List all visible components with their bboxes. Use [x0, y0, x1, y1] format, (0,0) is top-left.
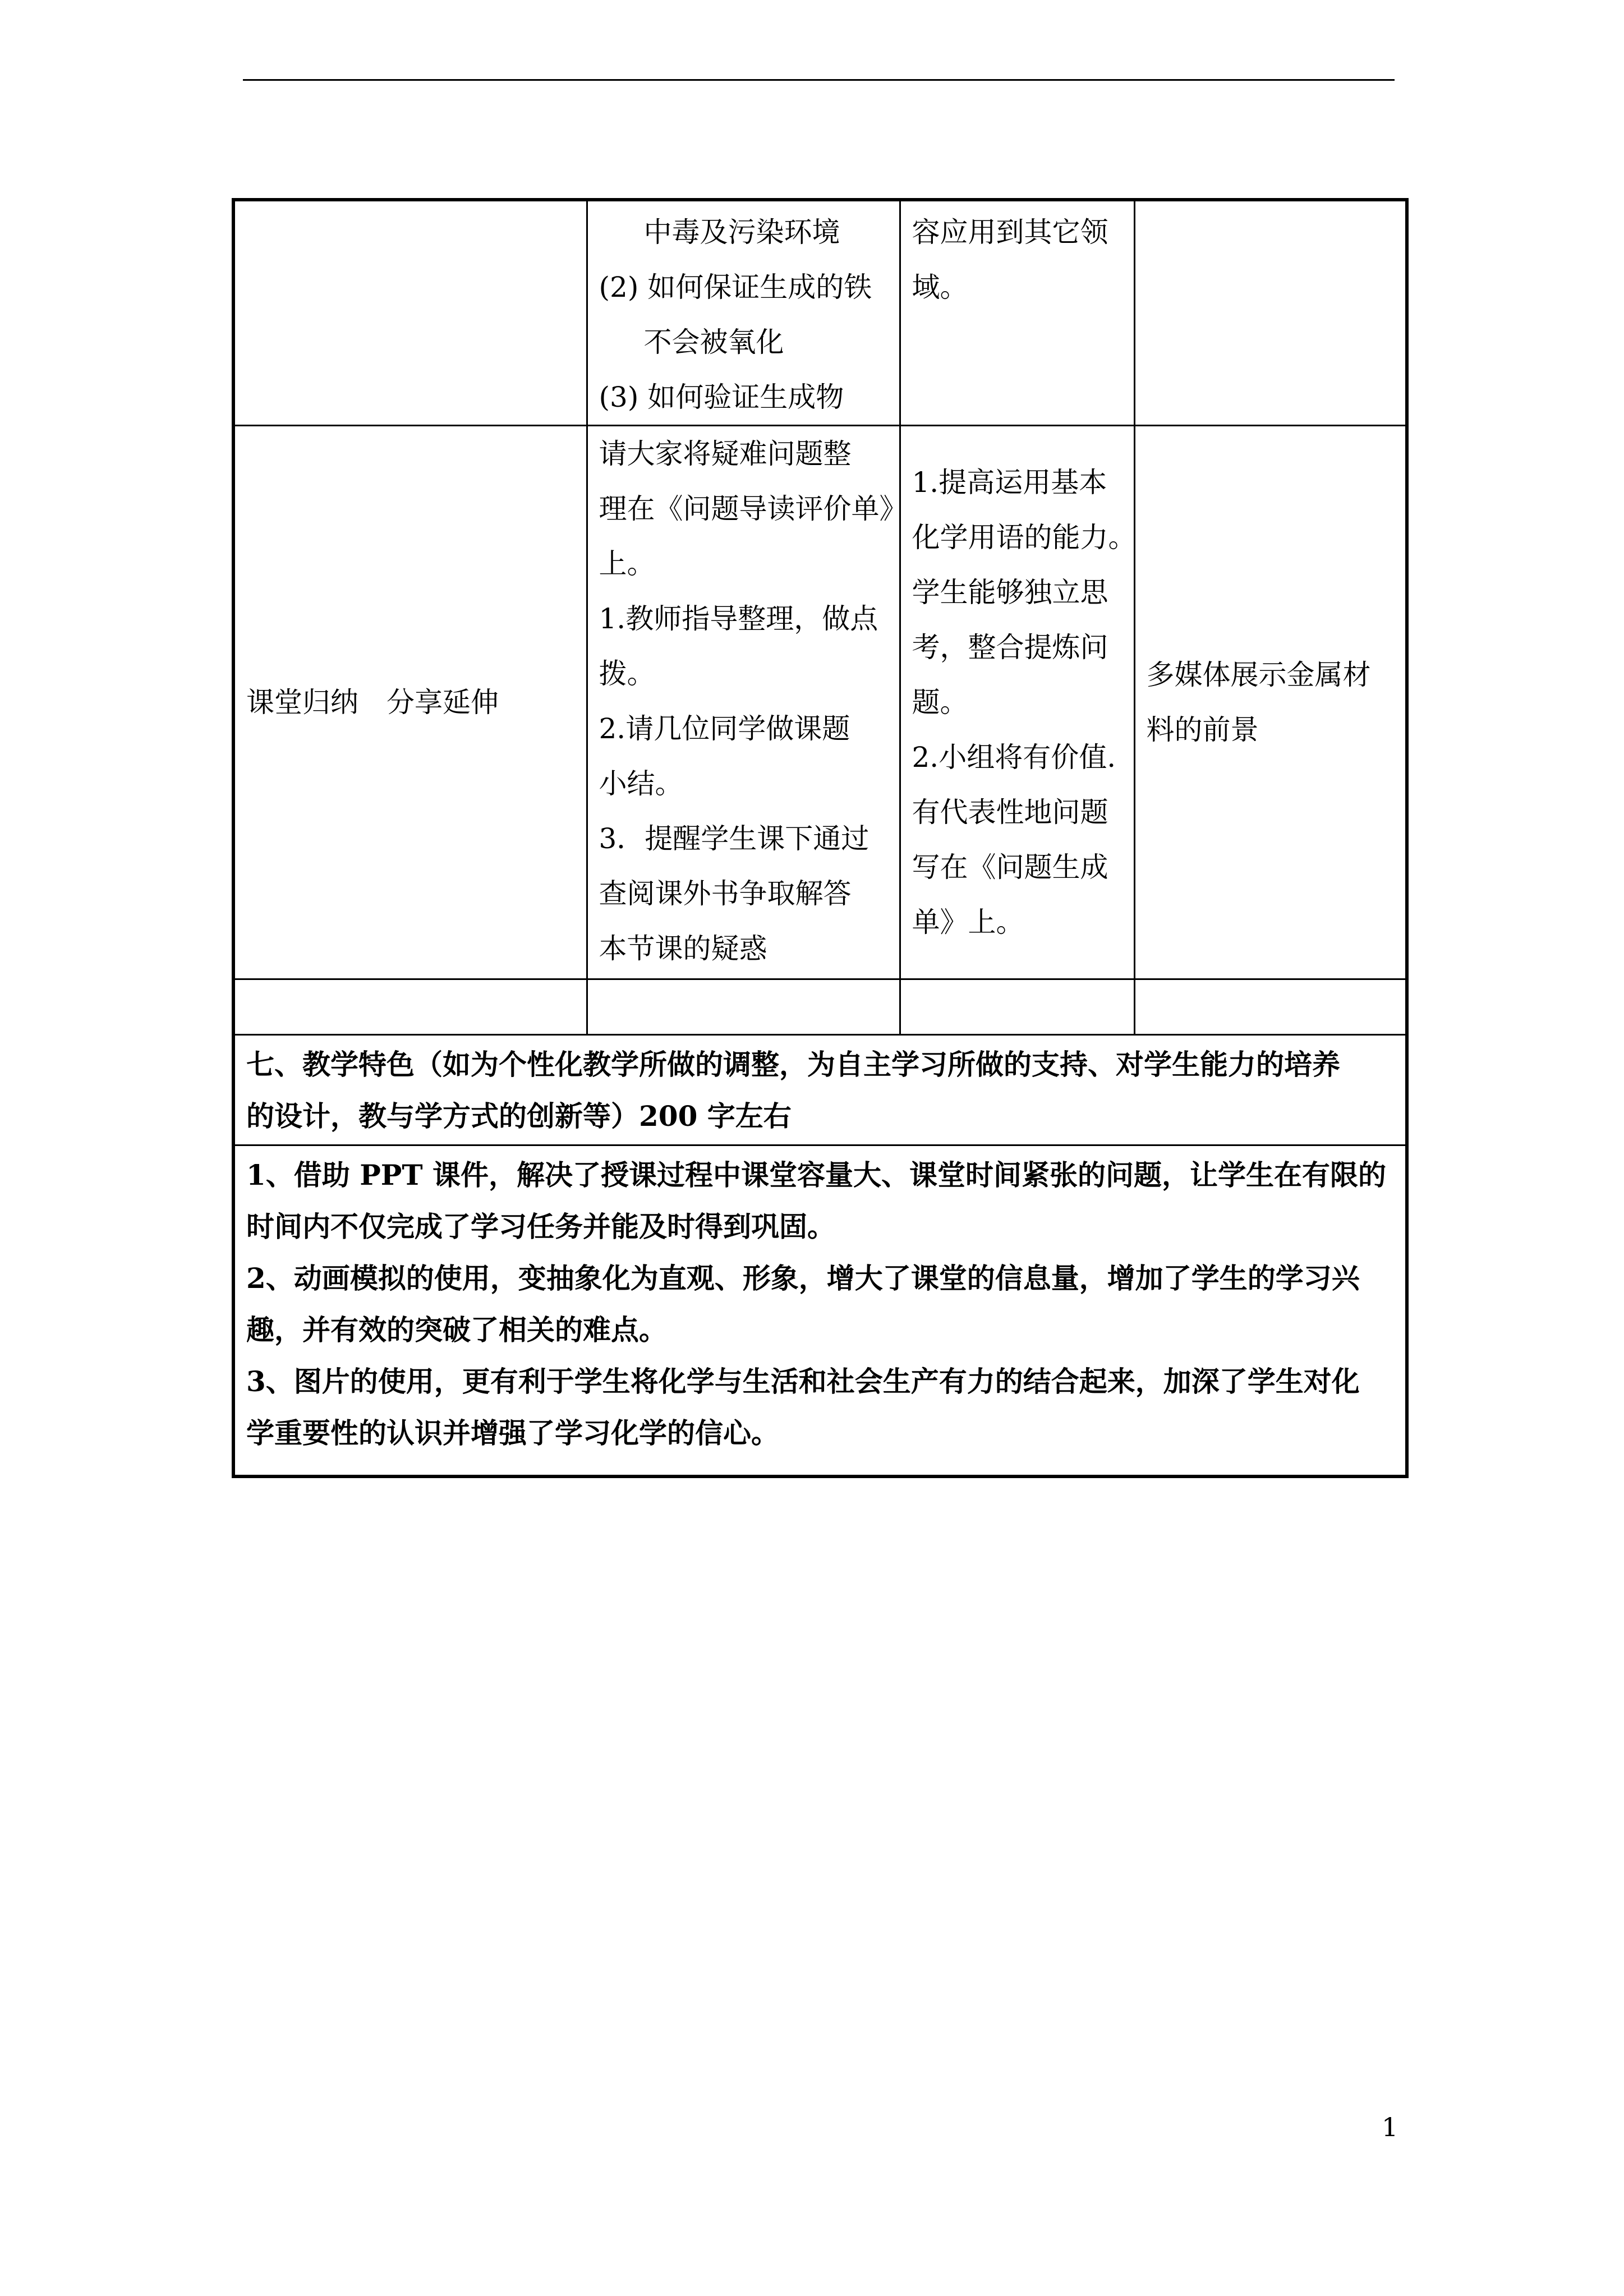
section-heading-line: 的设计，教与学方式的创新等）200 字左右 — [246, 1099, 792, 1133]
table-row-continued — [233, 200, 1407, 426]
teacher-activity-line: (2) 如何保证生成的铁 — [599, 271, 872, 303]
empty-cell — [233, 979, 587, 1035]
section-heading-line: 七、教学特色（如为个性化教学所做的调整，为自主学习所做的支持、对学生能力的培养 — [246, 1048, 1340, 1081]
student-activity-line: 有代表性地问题 — [912, 796, 1108, 829]
student-activity-line: 域。 — [912, 271, 968, 303]
feature-item-line: 趣，并有效的突破了相关的难点。 — [246, 1313, 667, 1346]
empty-cell — [900, 979, 1134, 1035]
table-row-summary — [233, 426, 1407, 979]
empty-cell — [587, 979, 900, 1035]
student-activity-line: 考，整合提炼问 — [912, 631, 1108, 664]
student-activity-line: 1.提高运用基本 — [912, 466, 1107, 499]
student-activity-line: 容应用到其它领 — [912, 216, 1108, 249]
teacher-activity-line: 拨。 — [599, 657, 655, 690]
empty-cell — [1134, 979, 1407, 1035]
feature-item-line: 1、借助 PPT 课件，解决了授课过程中课堂容量大、课堂时间紧张的问题，让学生在有限的 — [246, 1158, 1387, 1191]
student-activity-line: 题。 — [912, 686, 968, 719]
teacher-activity-line: 上。 — [599, 547, 655, 580]
section-heading-row — [233, 1035, 1407, 1145]
teacher-activity-line: 本节课的疑惑 — [599, 932, 767, 965]
teacher-activity-line: 理在《问题导读评价单》 — [599, 493, 908, 525]
teacher-activity-line: (3) 如何验证生成物 — [599, 381, 844, 413]
stage-cell — [233, 200, 587, 426]
media-cell — [1134, 200, 1407, 426]
feature-item-line: 时间内不仅完成了学习任务并能及时得到巩固。 — [246, 1210, 835, 1243]
teacher-activity-cell — [587, 426, 908, 979]
student-activity-line: 学生能够独立思 — [912, 576, 1108, 609]
page-number: 1 — [1382, 2112, 1398, 2142]
section-heading — [233, 1035, 1407, 1145]
teacher-activity-line: 不会被氧化 — [643, 326, 784, 358]
feature-item-line: 学重要性的认识并增强了学习化学的信心。 — [246, 1416, 779, 1450]
media-line: 料的前景 — [1146, 714, 1259, 746]
teacher-activity-line: 中毒及污染环境 — [643, 216, 840, 249]
student-activity-line: 单》上。 — [912, 906, 1024, 938]
features-row — [233, 1145, 1407, 1476]
lesson-plan-table — [232, 198, 1409, 1478]
feature-item-line: 2、动画模拟的使用，变抽象化为直观、形象，增大了课堂的信息量，增加了学生的学习兴 — [246, 1262, 1360, 1295]
student-activity-cell — [900, 200, 1134, 426]
media-line: 多媒体展示金属材 — [1146, 659, 1371, 691]
student-activity-line: 写在《问题生成 — [912, 851, 1108, 884]
student-activity-line: 2.小组将有价值. — [912, 741, 1116, 774]
teacher-activity-line: 1.教师指导整理，做点 — [599, 602, 878, 635]
header-rule — [243, 79, 1395, 81]
teacher-activity-line: 3．提醒学生课下通过 — [599, 822, 869, 855]
teacher-activity-line: 2.请几位同学做课题 — [599, 712, 850, 745]
stage-cell: 课堂归纳 分享延伸 — [233, 426, 587, 979]
feature-item-line: 3、图片的使用，更有利于学生将化学与生活和社会生产有力的结合起来，加深了学生对化 — [246, 1365, 1360, 1398]
teacher-activity-cell — [587, 200, 900, 426]
student-activity-cell — [900, 426, 1137, 979]
teacher-activity-line: 请大家将疑难问题整 — [599, 438, 852, 470]
student-activity-line: 化学用语的能力。 — [912, 521, 1137, 554]
media-cell — [1134, 426, 1407, 979]
table-row-empty — [233, 979, 1407, 1035]
teacher-activity-line: 小结。 — [599, 767, 683, 800]
teacher-activity-line: 查阅课外书争取解答 — [599, 877, 852, 910]
features-cell — [233, 1145, 1407, 1476]
